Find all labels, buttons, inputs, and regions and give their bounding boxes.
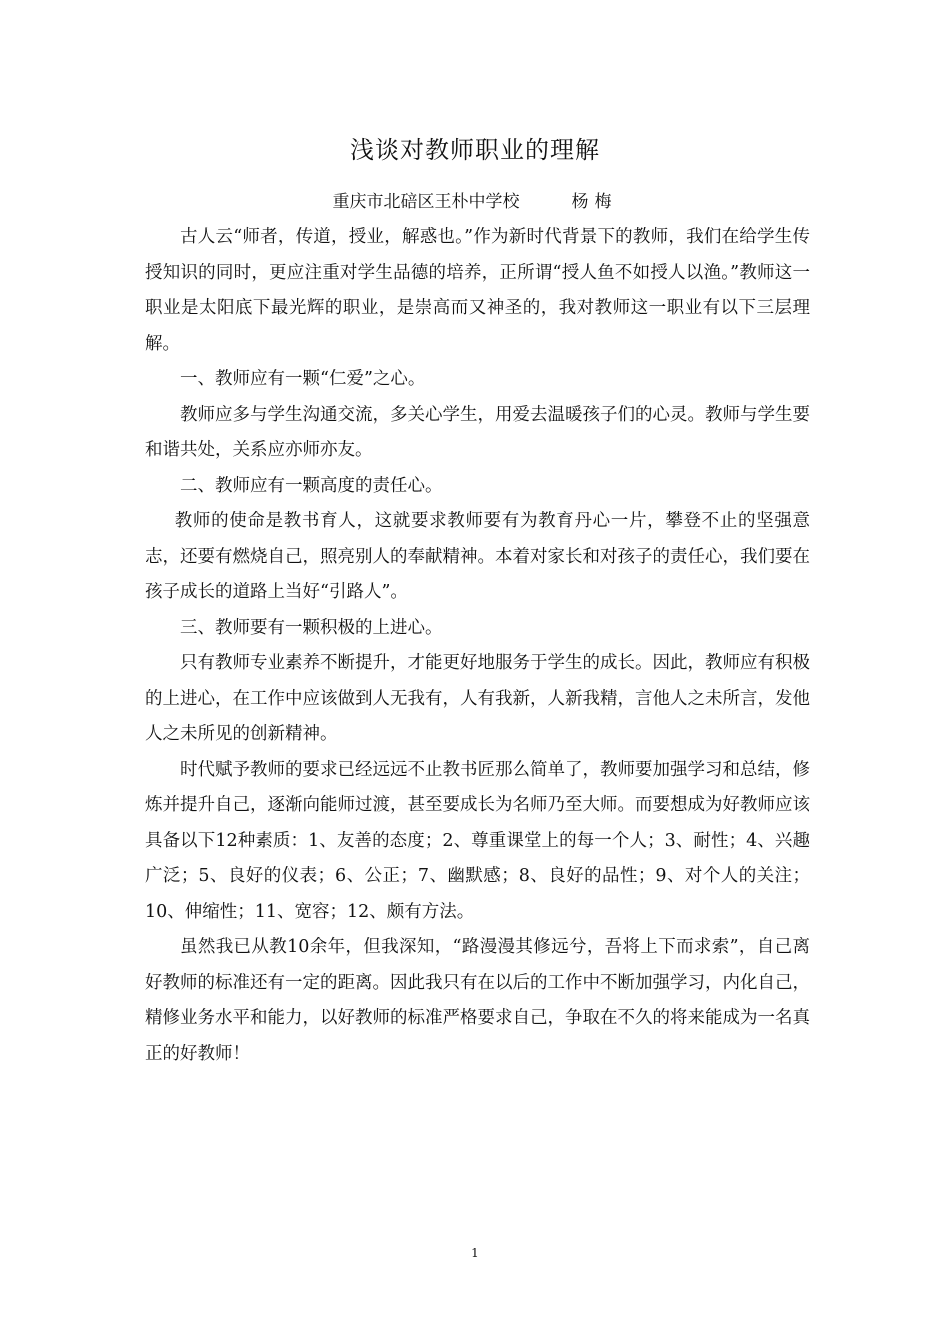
body-paragraph-2: 教师的使命是教书育人，这就要求教师要有为教育丹心一片，攀登不止的坚强意志，还要有燃烧自己，照亮别人的奉献精神。本着对家长和对孩子的责任心，我们要在孩子成长的道路上当好“引路人”。	[145, 511, 810, 602]
page-number: 1	[471, 1246, 479, 1260]
section-heading-3: 三、教师要有一颗积极的上进心。	[180, 617, 443, 638]
intro-paragraph: 古人云“师者，传道，授业，解惑也。”作为新时代背景下的教师，我们在给学生传授知识的同时，更应注重对学生品德的培养，正所谓“授人鱼不如授人以渔。”教师这一职业是太阳底下最光辉的职业，是崇高而又神圣的，我对教师这一职业有以下三层理解。	[145, 227, 810, 354]
closing-paragraph: 虽然我已从教10余年，但我深知，“路漫漫其修远兮，吾将上下而求索”，自己离好教师的标准还有一定的距离。因此我只有在以后的工作中不断加强学习，内化自己，精修业务水平和能力，以好教师的标准严格要求自己，争取在不久的将来能成为一名真正的好教师！	[145, 937, 810, 1064]
body-paragraph-1: 教师应多与学生沟通交流，多关心学生，用爱去温暖孩子们的心灵。教师与学生要和谐共处，关系应亦师亦友。	[145, 404, 810, 460]
byline	[0, 187, 950, 212]
author-name: 杨梅	[571, 192, 618, 212]
section-heading-2: 二、教师应有一颗高度的责任心。	[180, 475, 443, 496]
document-body	[145, 220, 810, 1072]
body-paragraph-4: 时代赋予教师的要求已经远远不止教书匠那么简单了，教师要加强学习和总结，修炼并提升自己，逐渐向能师过渡，甚至要成长为名师乃至大师。而要想成为好教师应该具备以下12种素质：1、友善的态度；2、尊重课堂上的每一个人；3、耐性；4、兴趣广泛；5、良好的仪表；6、公正；7、幽默感；8、良好的品性；9、对个人的关注；10、伸缩性；11、宽容；12、颇有方法。	[145, 759, 810, 922]
author-school: 重庆市北碚区王朴中学校	[332, 192, 520, 212]
document-title: 浅谈对教师职业的理解	[350, 136, 600, 164]
body-paragraph-3: 只有教师专业素养不断提升，才能更好地服务于学生的成长。因此，教师应有积极的上进心，在工作中应该做到人无我有，人有我新，人新我精，言他人之未所言，发他人之未所见的创新精神。	[145, 653, 810, 744]
section-heading-1: 一、教师应有一颗“仁爱”之心。	[180, 369, 426, 389]
